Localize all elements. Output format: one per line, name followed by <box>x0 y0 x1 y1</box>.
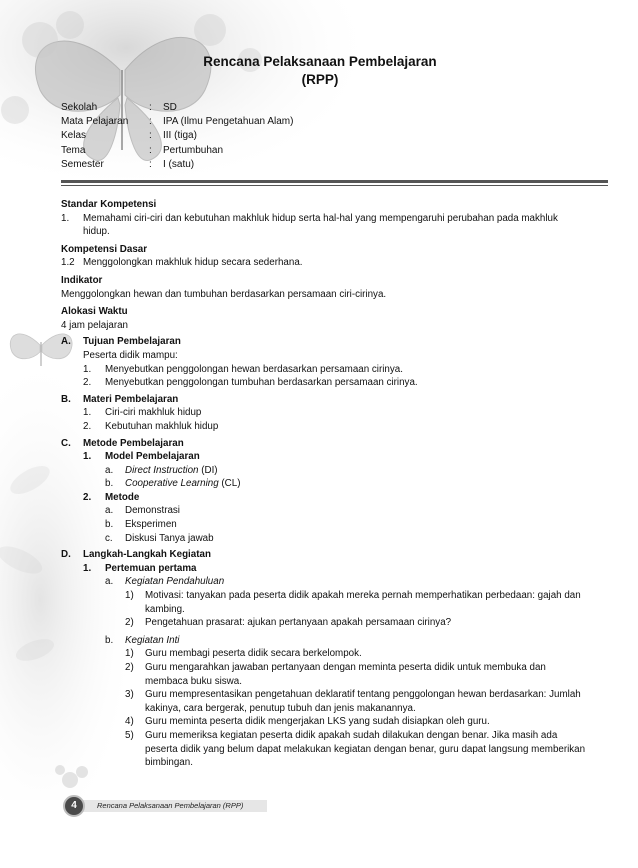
kompetensi-title: Kompetensi Dasar <box>61 243 148 255</box>
item-text: Ciri-ciri makhluk hidup <box>105 407 202 419</box>
item-number: 1) <box>125 590 134 602</box>
info-table <box>61 101 293 172</box>
list-item <box>125 661 586 688</box>
info-sep: : <box>149 130 152 142</box>
item-italic: Cooperative Learning <box>125 478 219 490</box>
subsection-heading <box>83 562 586 576</box>
item-letter: b. <box>105 634 114 646</box>
item-text: Menyebutkan penggolongan hewan berdasarkan persamaan cirinya. <box>105 363 403 375</box>
indikator-title: Indikator <box>61 274 103 286</box>
item-text: Guru mengarahkan jawaban pertanyaan dengan meminta peserta didik untuk membuka dan membaca buku siswa. <box>145 662 546 687</box>
subsection-heading <box>83 491 586 505</box>
list-item <box>105 477 586 491</box>
info-value: III (tiga) <box>163 130 197 142</box>
item-number: 2) <box>125 617 134 629</box>
item-number: 1.2 <box>61 257 75 269</box>
item-text: Guru memeriksa kegiatan peserta didik apakah sudah dilakukan dengan benar. Jika masih ada peserta didik yang belum dapat melakukan kegiatan dengan benar, guru dapat langsung memberikan bimbingan. <box>145 729 586 769</box>
item-italic: Direct Instruction <box>125 464 199 476</box>
divider-thin <box>61 185 608 186</box>
info-value: Pertumbuhan <box>163 144 224 156</box>
section-title: Metode Pembelajaran <box>83 437 184 449</box>
item-number: 1) <box>125 648 134 660</box>
item-rest: (DI) <box>198 464 218 476</box>
item-text: Pertemuan pertama <box>105 562 197 574</box>
item-number: 4) <box>125 716 134 728</box>
section-letter: B. <box>61 393 71 405</box>
list-item <box>83 406 586 420</box>
item-number: 1. <box>83 451 92 463</box>
divider-thick <box>61 180 608 183</box>
item-text: Menyebutkan penggolongan tumbuhan berdasarkan persamaan cirinya. <box>105 377 418 389</box>
item-number: 1. <box>83 562 92 574</box>
info-sep: : <box>149 158 152 170</box>
item-text: Kegiatan Inti <box>125 634 180 646</box>
list-item <box>125 729 586 770</box>
page-footer <box>63 795 293 817</box>
item-number: 1. <box>83 363 92 375</box>
document-body <box>61 198 586 770</box>
info-row <box>61 158 293 172</box>
standar-item <box>61 212 586 239</box>
list-item <box>105 532 586 546</box>
info-label: Semester <box>61 158 104 170</box>
item-letter: a. <box>105 464 114 476</box>
item-text: Metode <box>105 491 140 503</box>
list-item <box>125 715 586 729</box>
list-item <box>125 589 586 616</box>
standar-title: Standar Kompetensi <box>61 199 157 210</box>
kegiatan-heading <box>105 634 586 648</box>
item-letter: a. <box>105 576 114 588</box>
alokasi-title: Alokasi Waktu <box>61 306 128 318</box>
footer-text: Rencana Pelaksanaan Pembelajaran (RPP) <box>97 801 244 810</box>
info-row <box>61 101 293 115</box>
kegiatan-heading <box>105 575 586 589</box>
info-row <box>61 144 293 158</box>
list-item <box>83 363 586 377</box>
item-letter: b. <box>105 478 114 490</box>
item-letter: c. <box>105 532 113 544</box>
item-text: Pengetahuan prasarat: ajukan pertanyaan apakah persamaan cirinya? <box>145 617 452 629</box>
item-text: Memahami ciri-ciri dan kebutuhan makhluk hidup serta hal-hal yang mempengaruhi perubahan pada makhluk hidup. <box>83 212 558 238</box>
item-number: 3) <box>125 689 134 701</box>
page-number: 4 <box>63 795 85 817</box>
info-value: IPA (Ilmu Pengetahuan Alam) <box>163 116 294 128</box>
info-value: SD <box>163 102 177 113</box>
alokasi-text: 4 jam pelajaran <box>61 319 128 331</box>
item-number: 2) <box>125 662 134 673</box>
list-item <box>125 688 586 715</box>
title-line-2: (RPP) <box>301 72 339 87</box>
item-text: Guru membagi peserta didik secara berkelompok. <box>145 648 362 660</box>
item-number: 5) <box>125 729 134 741</box>
item-text: Menggolongkan makhluk hidup secara sederhana. <box>83 257 303 269</box>
item-letter: a. <box>105 505 114 517</box>
list-item <box>105 504 586 518</box>
item-number: 1. <box>83 407 92 419</box>
list-item <box>83 420 586 434</box>
section-title: Tujuan Pembelajaran <box>83 336 181 348</box>
document-title <box>160 53 480 89</box>
info-label: Tema <box>61 144 86 156</box>
item-text: Kebutuhan makhluk hidup <box>105 420 219 432</box>
kompetensi-item <box>61 256 586 270</box>
list-item <box>83 376 586 390</box>
item-number: 2. <box>83 420 92 432</box>
item-rest: (CL) <box>218 478 241 490</box>
item-number: 2. <box>83 377 92 389</box>
item-text <box>125 477 586 491</box>
section-letter: D. <box>61 549 71 561</box>
item-text: Kegiatan Pendahuluan <box>125 576 225 588</box>
item-text: Model Pembelajaran <box>105 451 200 463</box>
list-item <box>125 647 586 661</box>
section-a-intro: Peserta didik mampu: <box>83 349 178 361</box>
list-item <box>105 464 586 478</box>
info-label: Sekolah <box>61 102 98 113</box>
info-sep: : <box>149 144 152 156</box>
info-sep: : <box>149 116 152 128</box>
section-a-heading <box>61 335 586 349</box>
section-d-heading <box>61 548 586 562</box>
title-line-1: Rencana Pelaksanaan Pembelajaran <box>203 54 437 69</box>
info-value: I (satu) <box>163 158 195 170</box>
section-title: Langkah-Langkah Kegiatan <box>83 549 211 561</box>
item-text: Guru meminta peserta didik mengerjakan LKS yang sudah disiapkan oleh guru. <box>145 716 490 728</box>
subsection-heading <box>83 450 586 464</box>
info-label: Kelas <box>61 130 87 142</box>
list-item <box>125 616 586 630</box>
item-number: 2. <box>83 491 92 503</box>
section-c-heading <box>61 437 586 451</box>
info-sep: : <box>149 102 152 113</box>
info-row <box>61 115 293 129</box>
item-text <box>125 464 586 478</box>
item-text: Motivasi: tanyakan pada peserta didik apakah mereka pernah memperhatikan perbedaan: gajah dan kambing. <box>145 590 581 615</box>
section-letter: C. <box>61 437 71 449</box>
item-letter: b. <box>105 519 114 531</box>
list-item <box>105 518 586 532</box>
section-letter: A. <box>61 336 71 348</box>
item-text: Diskusi Tanya jawab <box>125 532 214 544</box>
indikator-text: Menggolongkan hewan dan tumbuhan berdasarkan persamaan ciri-cirinya. <box>61 288 387 300</box>
item-text: Demonstrasi <box>125 505 180 517</box>
item-number: 1. <box>61 212 70 224</box>
section-title: Materi Pembelajaran <box>83 393 179 405</box>
item-text: Guru mempresentasikan pengetahuan deklaratif tentang penggolongan hewan berdasarkan: Jumlah kakinya, cara bergerak, penutup tubuh dan jenis makanannya. <box>145 689 581 714</box>
section-b-heading <box>61 393 586 407</box>
item-text: Eksperimen <box>125 519 177 531</box>
info-row <box>61 129 293 143</box>
info-label: Mata Pelajaran <box>61 116 129 128</box>
